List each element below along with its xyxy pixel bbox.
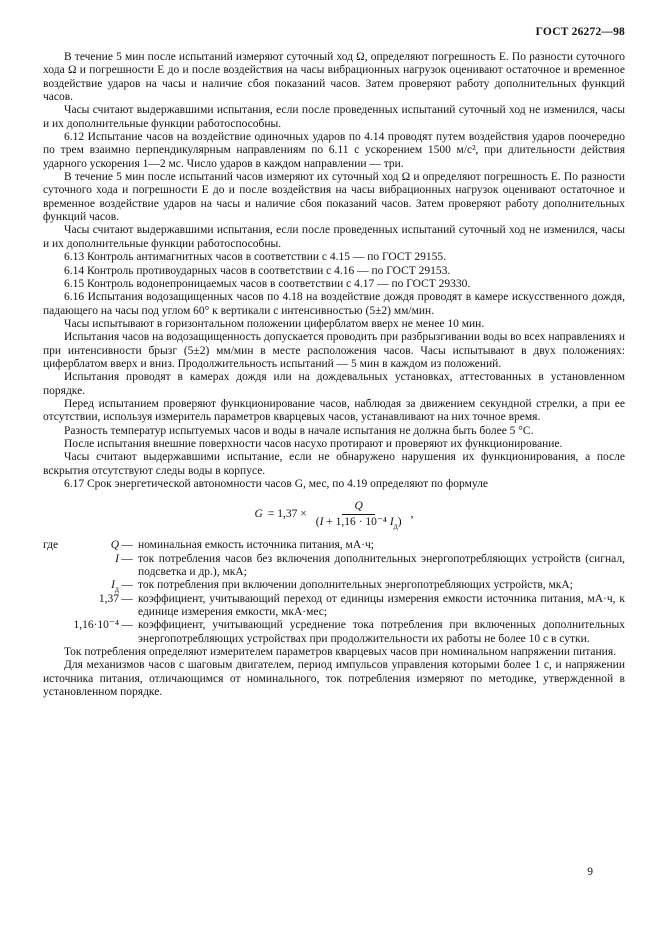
paragraph: Часы испытывают в горизонтальном положении циферблатом вверх не менее 10 мин. [64,317,485,330]
where-dash: — [121,552,133,565]
doc-number: ГОСТ 26272—98 [535,26,625,38]
where-term-coeff-116 [43,619,119,646]
formula-den-subscript: д [393,521,398,531]
paragraph: В течение 5 мин после испытаний часов измеряют их суточный ход Ω и определяют погрешность Е. По разности суточного хода и погрешности Е до и после воздействия на часы вибрационных нагрузок оценивают остаточное и временное воздействие ударов на часы и наличие сбоя показаний часов. Затем проверяют работу дополнительных функций часов. [43,171,625,224]
where-term-coeff-137-text: 1,37 [98,592,119,605]
where-dash: — [121,592,133,605]
doc-body [43,51,625,699]
where-term-id-text: I [111,579,115,592]
paragraph: Разность температур испытуемых часов и воды в начале испытания не должна быть более 5 °С. [64,424,534,437]
where-def-id: ток потребления при включении дополнительных энергопотребляющих устройств, мкА; [138,579,573,592]
where-def-q: номинальная емкость источника питания, мА·ч; [138,539,374,552]
formula-variable: G [254,508,263,521]
where-dash: — [121,579,133,592]
where-dash: — [121,539,133,552]
paragraph-6-12: 6.12 Испытание часов на воздействие одиночных ударов по 4.14 проводят путем воздействия ударов поочередно по трем взаимно перпендикулярным направлениям по 6.11 с ускорением 1500 м/с², при длительности действия ударного ускорения 1—2 мс. Число ударов в каждом направлении — три. [43,131,625,170]
where-label: где [43,539,59,552]
paragraph: Часы считают выдержавшими испытания, если после проведенных испытаний суточный ход не изменился, часы и их дополнительные функции работоспособны. [43,104,625,130]
where-term-coeff-116-text: 1,16·10⁻⁴ [73,619,119,632]
formula-comma: , [410,508,414,521]
formula [43,500,625,529]
formula-den-coeff: + 1,16 · 10⁻⁴ [323,516,390,529]
paragraph-6-17: 6.17 Срок энергетической автономности часов G, мес, по 4.19 определяют по формуле [64,478,488,490]
where-def-coeff-137: коэффициент, учитывающий переход от единицы измерения емкости источника питания, мА·ч, к единице измерения емкости, мкА·мес; [138,592,625,619]
where-def-coeff-116: коэффициент, учитывающий усреднение тока потребления при включенных дополнительных энергопотребляющих устройствах при продолжительности их работы не более 10 с в сутки. [138,619,625,645]
paragraph: Часы считают выдержавшими испытания, если после проведенных испытаний суточный ход не изменился, часы и их дополнительные функции работоспособны. [43,224,625,250]
paragraph: Испытания проводят в камерах дождя или на дождевальных установках, аттестованных в установленном порядке. [43,371,625,397]
paragraph: Ток потребления определяют измерителем параметров кварцевых часов при номинальном напряжении питания. [64,646,616,659]
paragraph: Испытания часов на водозащищенность допускается проводить при разбрызгивании воды во всех направлениях и при интенсивности брызг (5±2) мм/мин в месте расположения часов. Часы испытывают в двух положениях: циферблатом вверх и вниз. Продолжительность испытаний — 5 мин в каждом из положений. [43,331,625,370]
paragraph-6-15: 6.15 Контроль водонепроницаемых часов в соответствии с 4.17 — по ГОСТ 29330. [64,277,471,290]
where-term-i-text: I [115,552,119,565]
paragraph-6-14: 6.14 Контроль противоударных часов в соответствии с 4.16 — по ГОСТ 29153. [64,264,451,277]
paragraph: Для механизмов часов с шаговым двигателем, период импульсов управления которыми более 1 с, и напряжении источника питания, отличающимся от номинального, ток потребления измеряют по методике, утвержденной в установленном порядке. [43,659,625,699]
where-section [43,539,625,646]
where-term-id-subscript: д [114,584,119,594]
paragraph: Часы считают выдержавшими испытание, если не обнаружено нарушения их функционирования, а после вскрытия отсутствуют следы воды в корпусе. [43,451,625,477]
formula-fraction [312,500,406,529]
where-term-i [43,553,119,580]
where-dash: — [121,619,133,632]
doc-header [43,26,625,38]
where-term-id [43,579,119,592]
where-term-q-text: Q [110,539,119,552]
paragraph: Перед испытанием проверяют функционирование часов, наблюдая за движением секундной стрелки, а при ее отсутствии, используя измеритель параметров кварцевых часов, устанавливают на них точное время. [43,397,625,424]
paragraph-6-16: 6.16 Испытания водозащищенных часов по 4.18 на воздействие дождя проводят в камере искусственного дождя, падающего на часы под углом 60° к вертикали с интенсивностью (5±2) мм/мин. [43,291,625,317]
page-number: 9 [587,866,593,878]
formula-den-open: ( [315,516,320,529]
where-list [43,539,625,646]
paragraph: В течение 5 мин после испытаний измеряют суточный ход Ω, определяют погрешность Е. По разности суточного хода Ω и погрешности Е до и после воздействия на часы вибрационных нагрузок оценивают остаточное и временное воздействие ударов на часы и наличие сбоя показаний часов. Затем проверяют работу дополнительных функций часов. [43,51,625,104]
formula-den-var-i: I [319,516,324,529]
formula-den-close: ) [397,516,402,529]
where-def-i: ток потребления часов без включения дополнительных энергопотребляющих устройств (сигнал, подсветка и др.), мкА; [138,552,625,579]
formula-den-var-id: I [389,516,394,529]
formula-relation: = 1,37 × [267,508,307,521]
where-term-coeff-137 [43,593,119,620]
paragraph-6-13: 6.13 Контроль антимагнитных часов в соответствии с 4.15 — по ГОСТ 29155. [64,251,447,264]
formula-numerator: Q [342,500,374,515]
paragraph: После испытания внешние поверхности часов насухо протирают и проверяют их функционирование. [64,437,563,450]
formula-denominator [312,515,406,529]
